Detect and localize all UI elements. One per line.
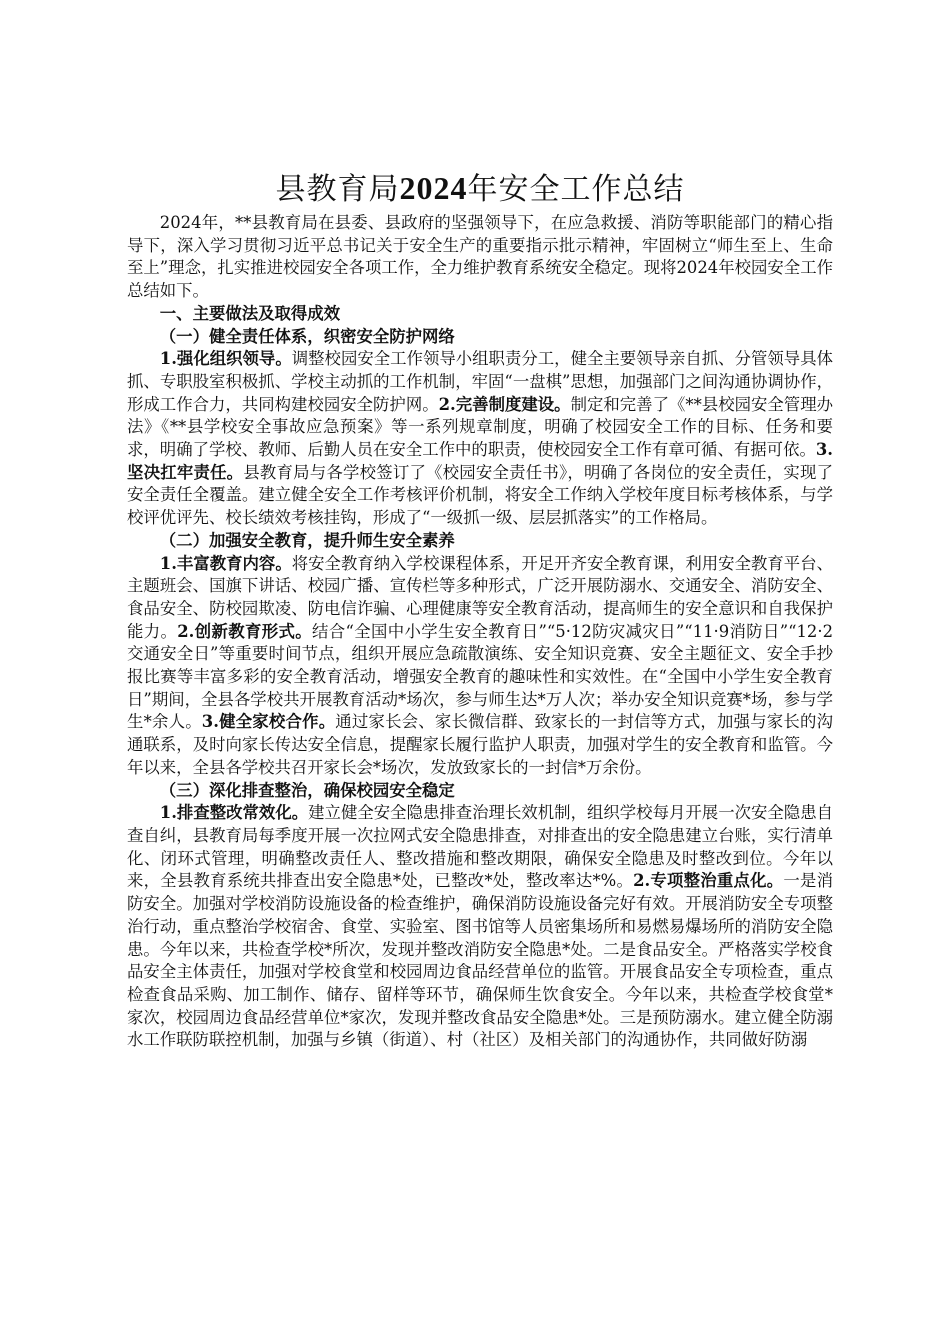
subsection-heading-1: （一）健全责任体系，织密安全防护网络 bbox=[159, 326, 455, 346]
point-text: 制定和完善了《**县校园安全管理办法》《**县学校安全事故应急预案》等一系列规章制度，明确了校园安全工作的目标、任务和要求，明确了学校、教师、后勤人员在安全工作中的职责，使校园安全工作有章可循、有据可依。 bbox=[127, 394, 833, 460]
document-page bbox=[127, 168, 833, 1052]
subsection-2-body bbox=[127, 553, 833, 780]
point-lead: 2.专项整治重点化。 bbox=[633, 871, 784, 891]
point-lead: 3.坚决扛牢责任。 bbox=[127, 440, 833, 482]
point-text: 建立健全安全隐患排查治理长效机制，组织学校每月开展一次安全隐患自查自纠，县教育局每季度开展一次拉网式安全隐患排查，对排查出的安全隐患建立台账，实行清单化、闭环式管理，明确整改责任人、整改措施和整改期限，确保安全隐患及时整改到位。今年以来，全县教育系统共排查出安全隐患*处，已整改*处，整改率达*%。 bbox=[127, 803, 833, 891]
point-lead: 3.健全家校合作。 bbox=[201, 712, 336, 732]
point-text: 一是消防安全。加强对学校消防设施设备的检查维护，确保消防设施设备完好有效。开展消防安全专项整治行动，重点整治学校宿舍、食堂、实验室、图书馆等人员密集场所和易燃易爆场所的消防安全隐患。今年以来，共检查学校*所次，发现并整改消防安全隐患*处。二是食品安全。严格落实学校食品安全主体责任，加强对学校食堂和校园周边食品经营单位的监管。开展食品安全专项检查，重点检查食品采购、加工制作、储存、留样等环节，确保师生饮食安全。今年以来，共检查学校食堂*家次，校园周边食品经营单位*家次，发现并整改食品安全隐患*处。三是预防溺水。建立健全防溺水工作联防联控机制，加强与乡镇（街道）、村（社区）及相关部门的沟通协作，共同做好防溺 bbox=[127, 871, 833, 1050]
document-title bbox=[127, 168, 833, 210]
point-lead: 2.完善制度建设。 bbox=[438, 394, 571, 414]
point-lead: 1.丰富教育内容。 bbox=[159, 553, 292, 573]
subsection-1-body bbox=[127, 348, 833, 530]
title-prefix: 县教育局 bbox=[275, 172, 400, 207]
point-text: 县教育局与各学校签订了《校园安全责任书》，明确了各岗位的安全责任，实现了安全责任全覆盖。建立健全安全工作考核评价机制，将安全工作纳入学校年度目标考核体系，与学校评优评先、校长绩效考核挂钩，形成了“一级抓一级、层层抓落实”的工作格局。 bbox=[127, 462, 833, 528]
point-lead: 1.排查整改常效化。 bbox=[159, 803, 309, 823]
subsection-heading-3: （三）深化排查整治，确保校园安全稳定 bbox=[159, 780, 455, 800]
point-text: 将安全教育纳入学校课程体系，开足开齐安全教育课，利用安全教育平台、主题班会、国旗下讲话、校园广播、宣传栏等多种形式，广泛开展防溺水、交通安全、消防安全、食品安全、防校园欺凌、防电信诈骗、心理健康等安全教育活动，提高师生的安全意识和自我保护能力。 bbox=[127, 553, 833, 641]
intro-paragraph: 2024年，**县教育局在县委、县政府的坚强领导下，在应急救援、消防等职能部门的精心指导下，深入学习贯彻习近平总书记关于安全生产的重要指示批示精神，牢固树立“师生至上、生命至上”理念，扎实推进校园安全各项工作，全力维护教育系统安全稳定。现将2024年校园安全工作总结如下。 bbox=[127, 213, 833, 301]
point-text: 结合“全国中小学生安全教育日”“5·12防灾减灾日”“11·9消防日”“12·2交通安全日”等重要时间节点，组织开展应急疏散演练、安全知识竞赛、安全主题征文、安全手抄报比赛等丰富多彩的安全教育活动，增强安全教育的趣味性和实效性。在“全国中小学生安全教育日”期间，全县各学校共开展教育活动*场次，参与师生达*万人次；举办安全知识竞赛*场，参与学生*余人。 bbox=[127, 621, 833, 732]
point-lead: 2.创新教育形式。 bbox=[177, 621, 312, 641]
point-text: 通过家长会、家长微信群、致家长的一封信等方式，加强与家长的沟通联系，及时向家长传达安全信息，提醒家长履行监护人职责，加强对学生的安全教育和监管。今年以来，全县各学校共召开家长会*场次，发放致家长的一封信*万余份。 bbox=[127, 712, 833, 777]
title-suffix: 年安全工作总结 bbox=[467, 172, 685, 207]
point-lead: 1.强化组织领导。 bbox=[159, 349, 292, 369]
section-heading-1: 一、主要做法及取得成效 bbox=[159, 303, 341, 323]
subsection-heading-2: （二）加强安全教育，提升师生安全素养 bbox=[159, 530, 455, 550]
point-text: 调整校园安全工作领导小组职责分工，健全主要领导亲自抓、分管领导具体抓、专职股室积极抓、学校主动抓的工作机制，牢固“一盘棋”思想，加强部门之间沟通协调协作，形成工作合力，共同构建校园安全防护网。 bbox=[127, 349, 833, 414]
subsection-3-body bbox=[127, 802, 833, 1052]
title-year: 2024 bbox=[399, 170, 468, 206]
